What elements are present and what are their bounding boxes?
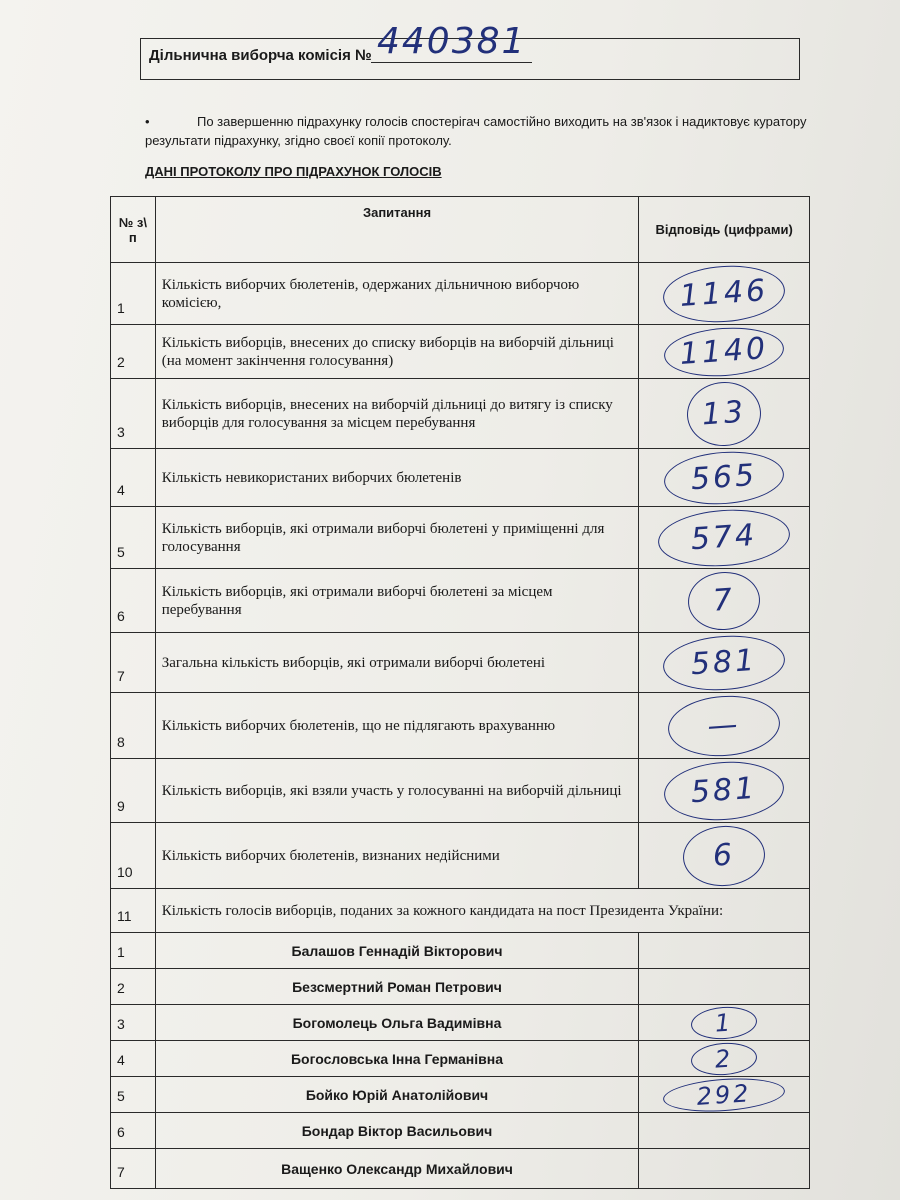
question-text: Кількість виборчих бюлетенів, одержаних дільничною виборчою комісією, <box>155 263 639 325</box>
candidate-row <box>111 1005 810 1041</box>
answer-cell <box>639 449 810 507</box>
candidate-name: Ващенко Олександр Михайлович <box>155 1149 639 1189</box>
answer-cell <box>639 325 810 379</box>
candidate-number: 6 <box>111 1113 156 1149</box>
candidate-row <box>111 1041 810 1077</box>
row-number: 11 <box>111 889 156 933</box>
handwritten-answer: 581 <box>662 757 786 823</box>
answer-cell <box>639 759 810 823</box>
answer-cell <box>639 693 810 759</box>
table-row <box>111 633 810 693</box>
handwritten-answer: 13 <box>685 379 763 448</box>
candidate-number: 7 <box>111 1149 156 1189</box>
table-row <box>111 823 810 889</box>
candidate-number: 4 <box>111 1041 156 1077</box>
candidate-name: Безсмертний Роман Петрович <box>155 969 639 1005</box>
question-text: Кількість невикористаних виборчих бюлетенів <box>155 449 639 507</box>
answer-cell <box>639 633 810 693</box>
row-number: 2 <box>111 325 156 379</box>
table-row <box>111 263 810 325</box>
row-number: 1 <box>111 263 156 325</box>
candidate-number: 3 <box>111 1005 156 1041</box>
bullet-mark: • <box>145 114 150 129</box>
candidate-name: Бондар Віктор Васильович <box>155 1113 639 1149</box>
handwritten-answer: 565 <box>662 447 785 507</box>
candidate-name: Балашов Геннадій Вікторович <box>155 933 639 969</box>
table-row <box>111 449 810 507</box>
section-title: ДАНІ ПРОТОКОЛУ ПРО ПІДРАХУНОК ГОЛОСІВ <box>145 164 442 179</box>
row-number: 6 <box>111 569 156 633</box>
answer-cell <box>639 569 810 633</box>
candidate-number: 5 <box>111 1077 156 1113</box>
votes-cell <box>639 933 810 969</box>
votes-cell <box>639 1041 810 1077</box>
table-row-11 <box>111 889 810 933</box>
row-number: 10 <box>111 823 156 889</box>
instruction-note <box>145 112 825 150</box>
candidate-row <box>111 1113 810 1149</box>
row-number: 3 <box>111 379 156 449</box>
commission-header <box>140 21 800 80</box>
votes-cell <box>639 1077 810 1113</box>
handwritten-votes: 2 <box>690 1040 758 1077</box>
header-answer: Відповідь (цифрами) <box>639 197 810 263</box>
votes-cell <box>639 1113 810 1149</box>
handwritten-answer: 1146 <box>661 261 787 325</box>
row-number: 8 <box>111 693 156 759</box>
row-number: 9 <box>111 759 156 823</box>
question-text: Загальна кількість виборців, які отримали виборчі бюлетені <box>155 633 639 693</box>
votes-cell <box>639 1005 810 1041</box>
handwritten-answer: 7 <box>686 569 762 632</box>
table-row <box>111 569 810 633</box>
answer-cell <box>639 823 810 889</box>
table-row <box>111 693 810 759</box>
candidate-name: Богословська Інна Германівна <box>155 1041 639 1077</box>
table-row <box>111 325 810 379</box>
question-text: Кількість виборців, які взяли участь у голосуванні на виборчій дільниці <box>155 759 639 823</box>
instruction-text: По завершенню підрахунку голосів спостерігач самостійно виходить на зв'язок і надиктовує куратору результати підрахунку, згідно своєї копії протоколу. <box>145 114 807 148</box>
votes-cell <box>639 969 810 1005</box>
candidate-number: 2 <box>111 969 156 1005</box>
row-number: 7 <box>111 633 156 693</box>
handwritten-votes: 292 <box>662 1074 786 1114</box>
table-header-row <box>111 197 810 263</box>
question-text: Кількість виборчих бюлетенів, що не підлягають врахуванню <box>155 693 639 759</box>
question-text: Кількість голосів виборців, поданих за кожного кандидата на пост Президента України: <box>155 889 809 933</box>
candidate-number: 1 <box>111 933 156 969</box>
handwritten-answer: 6 <box>681 823 767 889</box>
candidate-row <box>111 969 810 1005</box>
question-text: Кількість виборців, внесених до списку виборців на виборчій дільниці (на момент закінчення голосування) <box>155 325 639 379</box>
table-row <box>111 379 810 449</box>
station-number: 440381 <box>371 21 532 63</box>
answer-cell <box>639 379 810 449</box>
votes-cell <box>639 1149 810 1189</box>
question-text: Кількість виборців, які отримали виборчі бюлетені у приміщенні для голосування <box>155 507 639 569</box>
row-number: 4 <box>111 449 156 507</box>
handwritten-answer: — <box>666 692 782 760</box>
handwritten-answer: 1140 <box>663 323 786 379</box>
protocol-table <box>110 196 810 1189</box>
answer-cell <box>639 507 810 569</box>
candidate-row <box>111 1077 810 1113</box>
answer-cell <box>639 263 810 325</box>
question-text: Кількість виборців, які отримали виборчі бюлетені за місцем перебування <box>155 569 639 633</box>
candidate-row <box>111 1149 810 1189</box>
candidate-name: Бойко Юрій Анатолійович <box>155 1077 639 1113</box>
candidate-name: Богомолець Ольга Вадимівна <box>155 1005 639 1041</box>
candidate-row <box>111 933 810 969</box>
header-num: № з\ п <box>111 197 156 263</box>
handwritten-votes: 1 <box>690 1004 758 1041</box>
table-row <box>111 759 810 823</box>
commission-label: Дільнична виборча комісія № <box>149 47 372 64</box>
header-question: Запитання <box>155 197 639 263</box>
question-text: Кількість виборчих бюлетенів, визнаних недійсними <box>155 823 639 889</box>
handwritten-answer: 574 <box>656 505 792 570</box>
table-row <box>111 507 810 569</box>
handwritten-answer: 581 <box>661 631 786 693</box>
row-number: 5 <box>111 507 156 569</box>
question-text: Кількість виборців, внесених на виборчій дільниці до витягу із списку виборців для голосування за місцем перебування <box>155 379 639 449</box>
